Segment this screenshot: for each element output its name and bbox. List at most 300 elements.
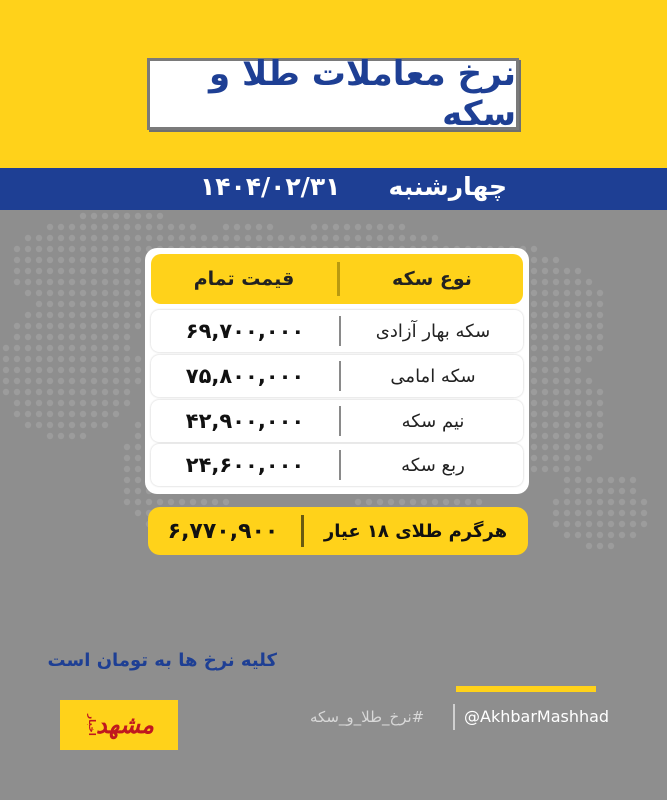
map-dot (135, 290, 141, 296)
map-dot (3, 356, 9, 362)
map-dot (531, 444, 537, 450)
map-dot (597, 499, 603, 505)
map-dot (553, 334, 559, 340)
map-dot (91, 411, 97, 417)
map-dot (553, 510, 559, 516)
map-dot (91, 378, 97, 384)
map-dot (531, 257, 537, 263)
map-dot (124, 312, 130, 318)
map-dot (355, 235, 361, 241)
map-dot (542, 367, 548, 373)
map-dot (25, 356, 31, 362)
map-dot (69, 246, 75, 252)
map-dot (113, 389, 119, 395)
map-dot (586, 290, 592, 296)
map-dot (333, 235, 339, 241)
map-dot (553, 279, 559, 285)
map-dot (575, 279, 581, 285)
map-dot (586, 345, 592, 351)
map-dot (575, 400, 581, 406)
map-dot (597, 477, 603, 483)
map-dot (135, 466, 141, 472)
map-dot (388, 235, 394, 241)
map-dot (586, 411, 592, 417)
map-dot (575, 323, 581, 329)
map-dot (146, 224, 152, 230)
map-dot (58, 323, 64, 329)
map-dot (575, 433, 581, 439)
map-dot (124, 499, 130, 505)
map-dot (80, 301, 86, 307)
map-dot (575, 290, 581, 296)
map-dot (586, 301, 592, 307)
map-dot (14, 378, 20, 384)
map-dot (465, 499, 471, 505)
map-dot (410, 235, 416, 241)
map-dot (47, 312, 53, 318)
map-dot (575, 301, 581, 307)
map-dot (366, 224, 372, 230)
map-dot (58, 235, 64, 241)
map-dot (179, 235, 185, 241)
map-dot (36, 345, 42, 351)
map-dot (80, 422, 86, 428)
map-dot (58, 389, 64, 395)
map-dot (575, 312, 581, 318)
map-dot (14, 400, 20, 406)
map-dot (102, 301, 108, 307)
map-dot (36, 312, 42, 318)
map-dot (575, 389, 581, 395)
map-dot (564, 466, 570, 472)
map-dot (157, 499, 163, 505)
map-dot (564, 411, 570, 417)
map-dot (91, 279, 97, 285)
map-dot (553, 367, 559, 373)
map-dot (564, 477, 570, 483)
map-dot (553, 433, 559, 439)
map-dot (454, 499, 460, 505)
table-row (151, 355, 523, 397)
map-dot (146, 235, 152, 241)
map-dot (91, 235, 97, 241)
map-dot (36, 422, 42, 428)
map-dot (91, 389, 97, 395)
map-dot (608, 532, 614, 538)
map-dot (102, 422, 108, 428)
map-dot (80, 235, 86, 241)
map-dot (113, 334, 119, 340)
map-dot (564, 488, 570, 494)
map-dot (91, 367, 97, 373)
map-dot (575, 268, 581, 274)
map-dot (47, 224, 53, 230)
map-dot (586, 510, 592, 516)
map-dot (575, 334, 581, 340)
map-dot (597, 400, 603, 406)
map-dot (80, 290, 86, 296)
map-dot (113, 301, 119, 307)
weekday-label: چهارشنبه (388, 172, 507, 201)
map-dot (25, 334, 31, 340)
map-dot (124, 290, 130, 296)
map-dot (586, 488, 592, 494)
map-dot (91, 356, 97, 362)
coin-price: ۴۲,۹۰۰,۰۰۰ (185, 409, 305, 433)
map-dot (135, 213, 141, 219)
map-dot (619, 488, 625, 494)
map-dot (58, 433, 64, 439)
map-dot (179, 224, 185, 230)
map-dot (564, 510, 570, 516)
map-dot (47, 301, 53, 307)
map-dot (113, 312, 119, 318)
map-dot (14, 323, 20, 329)
map-dot (113, 356, 119, 362)
map-dot (586, 433, 592, 439)
map-dot (553, 455, 559, 461)
map-dot (619, 510, 625, 516)
map-dot (36, 268, 42, 274)
map-dot (124, 279, 130, 285)
map-dot (421, 499, 427, 505)
row-divider (339, 406, 341, 436)
table-header (151, 254, 523, 304)
map-dot (91, 213, 97, 219)
map-dot (531, 378, 537, 384)
map-dot (25, 411, 31, 417)
map-dot (36, 323, 42, 329)
map-dot (597, 521, 603, 527)
map-dot (91, 268, 97, 274)
header-divider (337, 262, 340, 296)
map-dot (586, 334, 592, 340)
map-dot (124, 444, 130, 450)
map-dot (531, 279, 537, 285)
map-dot (102, 290, 108, 296)
map-dot (47, 378, 53, 384)
gold-gram-label: هرگرم طلای ۱۸ عیار (323, 520, 508, 542)
map-dot (113, 323, 119, 329)
map-dot (641, 510, 647, 516)
map-dot (531, 246, 537, 252)
map-dot (531, 345, 537, 351)
map-dot (80, 367, 86, 373)
map-dot (69, 367, 75, 373)
map-dot (531, 356, 537, 362)
map-dot (58, 301, 64, 307)
map-dot (619, 532, 625, 538)
map-dot (47, 345, 53, 351)
map-dot (80, 224, 86, 230)
map-dot (80, 268, 86, 274)
map-dot (597, 290, 603, 296)
map-dot (113, 378, 119, 384)
map-dot (575, 411, 581, 417)
map-dot (36, 411, 42, 417)
map-dot (168, 499, 174, 505)
row-divider (339, 316, 341, 346)
map-dot (135, 455, 141, 461)
map-dot (608, 499, 614, 505)
page-title: نرخ معاملات طلا و سکه (209, 54, 516, 134)
map-dot (212, 235, 218, 241)
map-dot (256, 235, 262, 241)
map-dot (124, 301, 130, 307)
map-dot (608, 510, 614, 516)
map-dot (234, 224, 240, 230)
map-dot (58, 345, 64, 351)
table-row (151, 400, 523, 442)
map-dot (69, 411, 75, 417)
coin-name: سکه امامی (390, 365, 476, 387)
map-dot (69, 301, 75, 307)
social-handle[interactable]: @AkhbarMashhad (464, 707, 610, 726)
map-dot (36, 290, 42, 296)
map-dot (124, 345, 130, 351)
map-dot (47, 433, 53, 439)
map-dot (366, 235, 372, 241)
map-dot (47, 290, 53, 296)
map-dot (113, 224, 119, 230)
map-dot (36, 367, 42, 373)
map-dot (124, 466, 130, 472)
map-dot (102, 279, 108, 285)
gold-gram-price-box (148, 507, 528, 555)
map-dot (630, 499, 636, 505)
map-dot (69, 389, 75, 395)
map-dot (597, 411, 603, 417)
map-dot (542, 411, 548, 417)
map-dot (36, 257, 42, 263)
map-dot (69, 345, 75, 351)
map-dot (102, 246, 108, 252)
map-dot (575, 455, 581, 461)
map-dot (586, 400, 592, 406)
map-dot (553, 290, 559, 296)
map-dot (102, 400, 108, 406)
map-dot (91, 312, 97, 318)
row-divider (339, 361, 341, 391)
map-dot (113, 213, 119, 219)
map-dot (531, 466, 537, 472)
map-dot (113, 367, 119, 373)
map-dot (311, 235, 317, 241)
map-dot (388, 499, 394, 505)
map-dot (168, 235, 174, 241)
map-dot (553, 268, 559, 274)
map-dot (135, 257, 141, 263)
map-dot (124, 400, 130, 406)
coin-name: ربع سکه (401, 454, 465, 476)
map-dot (575, 345, 581, 351)
map-dot (124, 367, 130, 373)
coin-price-table (145, 248, 529, 494)
map-dot (476, 499, 482, 505)
map-dot (14, 257, 20, 263)
map-dot (135, 367, 141, 373)
map-dot (3, 367, 9, 373)
map-dot (531, 312, 537, 318)
map-dot (564, 532, 570, 538)
map-dot (443, 499, 449, 505)
map-dot (245, 224, 251, 230)
map-dot (113, 235, 119, 241)
map-dot (80, 213, 86, 219)
map-dot (542, 257, 548, 263)
map-dot (80, 389, 86, 395)
map-dot (630, 521, 636, 527)
map-dot (58, 279, 64, 285)
map-dot (586, 279, 592, 285)
map-dot (25, 422, 31, 428)
map-dot (564, 444, 570, 450)
map-dot (542, 279, 548, 285)
map-dot (542, 334, 548, 340)
map-dot (553, 499, 559, 505)
map-dot (586, 378, 592, 384)
map-dot (234, 235, 240, 241)
coin-price: ۷۵,۸۰۰,۰۰۰ (185, 364, 305, 388)
map-dot (102, 367, 108, 373)
map-dot (135, 279, 141, 285)
map-dot (542, 356, 548, 362)
map-dot (531, 290, 537, 296)
map-dot (564, 290, 570, 296)
map-dot (608, 521, 614, 527)
map-dot (531, 455, 537, 461)
map-dot (47, 323, 53, 329)
map-dot (135, 312, 141, 318)
map-dot (531, 422, 537, 428)
footer-accent-line (456, 686, 596, 692)
map-dot (597, 323, 603, 329)
map-dot (597, 301, 603, 307)
map-dot (586, 323, 592, 329)
map-dot (102, 356, 108, 362)
map-dot (575, 510, 581, 516)
coin-name: نیم سکه (401, 410, 465, 432)
map-dot (80, 279, 86, 285)
map-dot (47, 268, 53, 274)
hashtag[interactable]: #نرخ_طلا_و_سکه (310, 708, 425, 726)
map-dot (597, 422, 603, 428)
map-dot (542, 444, 548, 450)
map-dot (47, 400, 53, 406)
map-dot (14, 268, 20, 274)
map-dot (608, 488, 614, 494)
map-dot (36, 235, 42, 241)
map-dot (25, 367, 31, 373)
map-dot (3, 389, 9, 395)
map-dot (14, 279, 20, 285)
map-dot (102, 235, 108, 241)
map-dot (542, 433, 548, 439)
map-dot (80, 345, 86, 351)
map-dot (102, 345, 108, 351)
map-dot (135, 488, 141, 494)
map-dot (168, 224, 174, 230)
map-dot (80, 246, 86, 252)
map-dot (25, 400, 31, 406)
map-dot (311, 224, 317, 230)
map-dot (553, 411, 559, 417)
map-dot (542, 345, 548, 351)
map-dot (190, 235, 196, 241)
map-dot (575, 378, 581, 384)
map-dot (432, 235, 438, 241)
map-dot (531, 301, 537, 307)
map-dot (564, 301, 570, 307)
map-dot (542, 466, 548, 472)
map-dot (124, 389, 130, 395)
map-dot (542, 378, 548, 384)
map-dot (25, 389, 31, 395)
map-dot (47, 257, 53, 263)
map-dot (531, 433, 537, 439)
map-dot (124, 378, 130, 384)
map-dot (58, 367, 64, 373)
map-dot (58, 268, 64, 274)
map-dot (608, 543, 614, 549)
map-dot (575, 356, 581, 362)
map-dot (630, 532, 636, 538)
map-dot (564, 323, 570, 329)
map-dot (47, 389, 53, 395)
map-dot (58, 334, 64, 340)
map-dot (25, 323, 31, 329)
map-dot (245, 235, 251, 241)
table-row (151, 310, 523, 352)
map-dot (102, 224, 108, 230)
map-dot (102, 213, 108, 219)
map-dot (564, 455, 570, 461)
map-dot (575, 488, 581, 494)
map-dot (223, 499, 229, 505)
map-dot (564, 400, 570, 406)
map-dot (542, 455, 548, 461)
map-dot (564, 499, 570, 505)
map-dot (113, 257, 119, 263)
map-dot (47, 367, 53, 373)
map-dot (36, 334, 42, 340)
map-dot (278, 235, 284, 241)
map-dot (113, 268, 119, 274)
map-dot (542, 301, 548, 307)
map-dot (564, 389, 570, 395)
map-dot (135, 433, 141, 439)
map-dot (575, 499, 581, 505)
map-dot (619, 477, 625, 483)
map-dot (135, 224, 141, 230)
map-dot (553, 323, 559, 329)
map-dot (80, 323, 86, 329)
map-dot (564, 378, 570, 384)
map-dot (542, 389, 548, 395)
map-dot (91, 323, 97, 329)
map-dot (586, 455, 592, 461)
map-dot (14, 356, 20, 362)
map-dot (531, 400, 537, 406)
map-dot (399, 235, 405, 241)
map-dot (135, 378, 141, 384)
header-price: قیمت تمام (193, 268, 295, 290)
map-dot (597, 444, 603, 450)
map-dot (586, 356, 592, 362)
map-dot (25, 378, 31, 384)
map-dot (586, 312, 592, 318)
map-dot (135, 499, 141, 505)
